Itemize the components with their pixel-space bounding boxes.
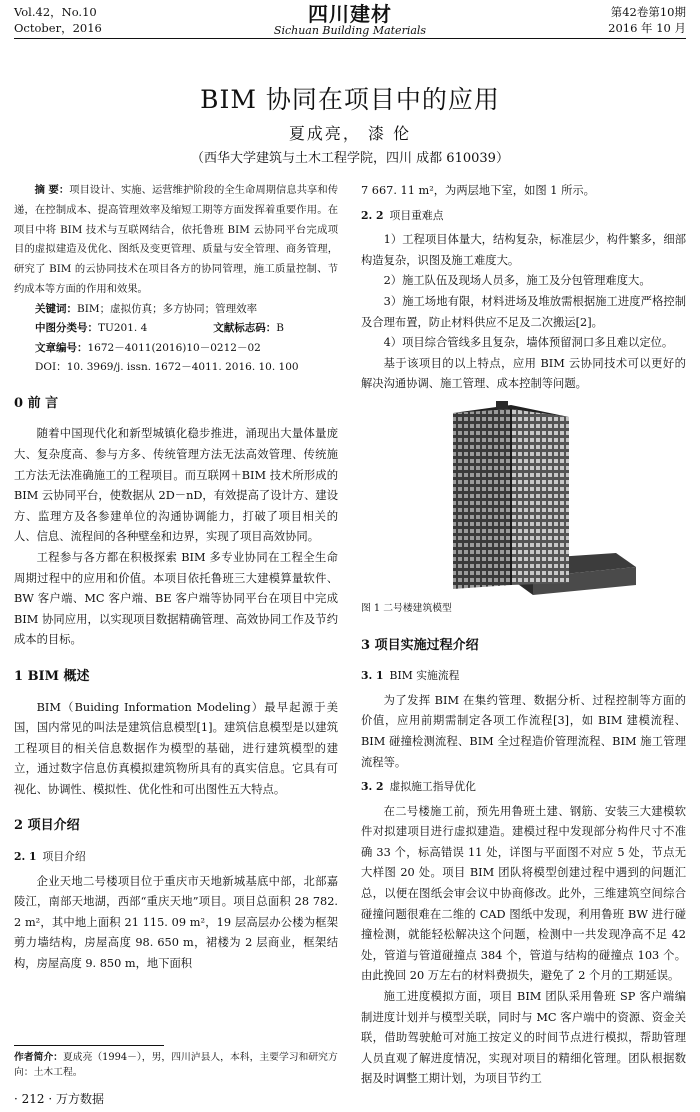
subsection-title: 项目介绍 bbox=[42, 850, 86, 864]
author-footnote bbox=[14, 1050, 339, 1080]
body-paragraph: 工程参与各方都在积极探索 BIM 多专业协同在工程全生命周期过程中的应用和价值。本项目依托鲁班三大建模算量软件、BW 客户端、MC 客户端、BE 客户端等协同平台在项目中完成 BIM 协同应用，以实现项目数据精确管理、高效协同工作及节约成本的目标。 bbox=[14, 550, 338, 647]
body-paragraph: 随着中国现代化和新型城镇化稳步推进，涌现出大量体量庞大、复杂度高、参与方多、传统管理方法无法高效管理、传统施工方法无法准确施工的工程项目。而互联网＋BIM 技术所形成的 BIM 云协同平台，使数据从 2D－nD，有效提高了设计方、建设方、监理方及各参建单位的沟通协调能力，打破了项目相关的人、信息、流程间的各种壁垒和边界，实现了项目高效协同。 bbox=[14, 427, 338, 544]
footnote-rule bbox=[14, 1045, 164, 1046]
journal-name-en: Sichuan Building Materials bbox=[273, 24, 427, 37]
body-paragraph: BIM（Buiding Information Modeling）最早起源于美国，国内常见的叫法是建筑信息模型[1]。建筑信息模型是以建筑工程项目的相关信息数据作为模型的基础，进行建筑模型的建立，通过数字信息仿真模拟建筑物所具有的真实信息。它具有可视化、协调性、模拟性、优化性和可出图性五大特点。 bbox=[14, 700, 338, 796]
page-number: · 212 · bbox=[14, 1092, 53, 1106]
paper-authors: 夏成亮， 漆 伦 bbox=[288, 124, 412, 143]
clc-value: TU201. 4 bbox=[98, 322, 148, 335]
footnote-text: 夏成亮（1994－），男，四川泸县人，本科，主要学习和研究方向：土木工程。 bbox=[14, 1052, 338, 1078]
doi bbox=[35, 358, 338, 378]
classification bbox=[35, 319, 338, 339]
journal-name-cn: 四川建材 bbox=[308, 2, 392, 26]
abstract-label: 摘 要： bbox=[34, 184, 70, 196]
building-model-image bbox=[361, 395, 686, 595]
articleno-value: 1672－4011(2016)10－0212－02 bbox=[87, 341, 261, 354]
section-heading-1: 1 BIM 概述 bbox=[14, 668, 90, 684]
subsection-heading-3-1 bbox=[361, 666, 686, 687]
section-heading-3: 3 项目实施过程介绍 bbox=[361, 637, 479, 653]
article-meta bbox=[14, 300, 338, 378]
doi-label: DOI： bbox=[35, 361, 67, 374]
subsection-number: 3. 2 bbox=[361, 780, 384, 794]
doccode-label: 文献标志码： bbox=[213, 322, 277, 335]
section-heading-2: 2 项目介绍 bbox=[14, 818, 80, 834]
list-item: 1）工程项目体量大，结构复杂，标准层少，构件繁多，细部构造复杂，识图及施工难度大。 bbox=[361, 233, 686, 267]
subsection-title: 项目重难点 bbox=[389, 208, 444, 222]
volume-issue-cn: 第42卷第10期 bbox=[610, 5, 686, 19]
watermark: 万方数据 bbox=[56, 1092, 105, 1106]
articleno-label: 文章编号： bbox=[35, 341, 88, 354]
footnote-label: 作者简介： bbox=[14, 1052, 63, 1063]
left-column bbox=[14, 181, 338, 975]
journal-masthead bbox=[0, 3, 700, 37]
volume-issue: Vol.42，No.10 bbox=[14, 5, 97, 19]
subsection-heading-2-2 bbox=[361, 206, 686, 227]
date-cn: 2016 年 10 月 bbox=[608, 21, 686, 35]
keywords bbox=[35, 300, 338, 320]
subsection-title: BIM 实施流程 bbox=[389, 669, 460, 683]
body-paragraph: 基于该项目的以上特点，应用 BIM 云协同技术可以更好的解决沟通协调、施工管理、成本控制等问题。 bbox=[361, 356, 686, 391]
keywords-label: 关键词： bbox=[35, 302, 77, 315]
list-item: 4）项目综合管线多且复杂，墙体预留洞口多且难以定位。 bbox=[383, 336, 674, 350]
body-paragraph: 为了发挥 BIM 在集约管理、数据分析、过程控制等方面的价值，应用前期需制定各项工作流程[3]，如 BIM 建模流程、BIM 碰撞检测流程、BIM 全过程造价管理流程、BIM 施工管理流程等。 bbox=[361, 693, 686, 769]
doi-value: 10. 3969/j. issn. 1672－4011. 2016. 10. 100 bbox=[66, 361, 299, 374]
paper-title: BIM 协同在项目中的应用 bbox=[200, 85, 500, 114]
subsection-heading-2-1 bbox=[14, 847, 338, 868]
running-header-right bbox=[608, 4, 686, 36]
body-paragraph: 施工进度模拟方面，项目 BIM 团队采用鲁班 SP 客户端编制进度计划并与模型关联，同时与 MC 客户端中的资源、资金关联，借助驾驶舱可对施工按定义的时间节点进行模拟，帮助管理人员直观了解进度情况，实现对项目的精细化管理。团队根据数据及时调整工期计划，为项目节约工 bbox=[361, 990, 686, 1086]
subsection-number: 3. 1 bbox=[361, 669, 384, 683]
header-rule bbox=[14, 38, 686, 39]
body-paragraph: 企业天地二号楼项目位于重庆市天地新城基底中部，北部嘉陵江，南部天地湖，西部“重庆天地”项目。项目总面积 28 782. 2 m²，其中地上面积 21 115. 09 m²，19 层高层办公楼为框架剪力墙结构，房屋高度 98. 650 m，裙楼为 2 层商业，框架结构，房屋高度 9. 850 m，地下面积 bbox=[14, 874, 338, 971]
section-heading-0: 0 前 言 bbox=[14, 395, 59, 411]
subsection-number: 2. 2 bbox=[361, 208, 384, 222]
doccode-value: B bbox=[276, 322, 284, 335]
page-footer bbox=[14, 1090, 104, 1107]
list-item: 2）施工队伍及现场人员多，施工及分包管理难度大。 bbox=[383, 274, 651, 288]
article-number bbox=[35, 339, 338, 359]
keywords-value: BIM；虚拟仿真；多方协同；管理效率 bbox=[77, 302, 258, 315]
body-paragraph: 7 667. 11 m²，为两层地下室，如图 1 所示。 bbox=[361, 184, 595, 197]
body-paragraph: 在二号楼施工前，预先用鲁班土建、钢筋、安装三大建模软件对拟建项目进行虚拟建造。建模过程中发现部分构件尺寸不准确 33 个，标高错误 11 处，详图与平面图不对应 5 处，节点无大样图 20 处。项目 BIM 团队将模型创建过程中遇到的问题汇总，以便在图纸会审会议中协商修改。此外，三维建筑空间综合碰撞问题很难在二维的 CAD 图纸中发现，利用鲁班 BW 进行碰撞检测，就能轻松解决这个问题，检测中一共发现净高不足 42 处，管道与管道碰撞点 384 个，管道与结构的碰撞点 103 个。由此挽回 20 万左右的材料费损失，避免了 2 个月的工期延误。 bbox=[361, 804, 686, 983]
abstract bbox=[14, 181, 338, 300]
subsection-number: 2. 1 bbox=[14, 850, 37, 864]
right-column bbox=[361, 181, 686, 1090]
subsection-title: 虚拟施工指导优化 bbox=[389, 780, 476, 794]
figure-1-building-model bbox=[361, 395, 686, 595]
clc-label: 中图分类号： bbox=[35, 322, 98, 335]
subsection-heading-3-2 bbox=[361, 777, 686, 798]
figure-caption: 图 1 二号楼建筑模型 bbox=[361, 602, 452, 614]
list-item: 3）施工场地有限，材料进场及堆放需根据施工进度严格控制及合理布置，防止材料供应不足及二次搬运[2]。 bbox=[361, 294, 686, 329]
abstract-text: 项目设计、实施、运营维护阶段的全生命周期信息共享和传递，在控制成本、提高管理效率及缩短工期等方面发挥着重要作用。在项目中将 BIM 技术与互联网结合，依托鲁班 BIM 云协同平台完成项目的虚拟建造及优化、图纸及变更管理、质量与安全管理、商务管理，研究了 BIM 的云协同技术在项目各方的协同管理，施工质量控制、节约成本等方面的作用和效果。 bbox=[14, 184, 339, 295]
date-en: October，2016 bbox=[14, 21, 102, 35]
paper-affiliation: （西华大学建筑与土木工程学院，四川 成都 610039） bbox=[191, 151, 509, 166]
